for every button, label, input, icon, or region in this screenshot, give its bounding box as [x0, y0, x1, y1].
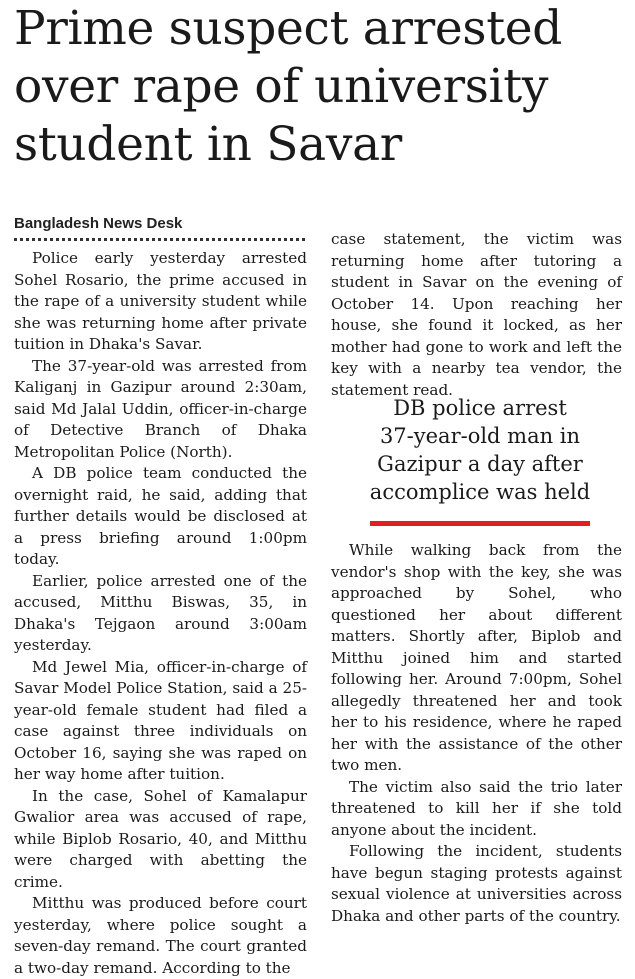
- body-paragraph: While walking back from the vendor's shop with the key, she was approached by Sohel, who questioned her about different matters. Shortly after, Biplob and Mitthu joined him and started following her. Around 7:00pm, Sohel allegedly threatened her and took her to his residence, where he raped her with the assistance of the other two men.: [331, 541, 622, 774]
- pull-quote-line: accomplice was held: [369, 480, 591, 504]
- body-paragraph: case statement, the victim was returning home after tutoring a student in Savar on the evening of October 14. Upon reaching her house, she found it locked, as her mother had gone to work and left the key with a nearby tea vendor, the statement read.: [331, 230, 622, 399]
- body-paragraph: The 37-year-old was arrested from Kaliganj in Gazipur around 2:30am, said Md Jalal Uddin, officer-in-charge of Detective Branch of Dhaka Metropolitan Police (North).: [14, 356, 307, 461]
- headline-line: over rape of university: [14, 59, 549, 114]
- pull-quote-line: DB police arrest: [393, 396, 567, 420]
- body-paragraph: A DB police team conducted the overnight raid, he said, adding that further details would be disclosed at a press briefing around 1:00pm today.: [14, 464, 307, 568]
- headline-line: Prime suspect arrested: [14, 1, 563, 56]
- body-paragraph: Md Jewel Mia, officer-in-charge of Savar Model Police Station, said a 25-year-old female student had filed a case against three individuals on October 16, saying she was raped on her way home after tuition.: [14, 657, 307, 783]
- headline: [14, 0, 629, 174]
- body-paragraph: Police early yesterday arrested Sohel Rosario, the prime accused in the rape of a university student while she was returning home after private tuition in Dhaka's Savar.: [14, 249, 307, 353]
- body-paragraph: Mitthu was produced before court yesterday, where police sought a seven-day remand. The court granted a two-day remand. According to the: [14, 894, 307, 977]
- body-paragraph: Earlier, police arrested one of the accused, Mitthu Biswas, 35, in Dhaka's Tejgaon around 3:00am yesterday.: [14, 571, 307, 654]
- pull-quote-line: Gazipur a day after: [377, 452, 583, 476]
- article-column-2-top: [331, 229, 622, 401]
- pull-quote-line: 37-year-old man in: [379, 424, 581, 448]
- byline: Bangladesh News Desk: [14, 215, 183, 232]
- pull-quote-red-rule: [370, 521, 590, 526]
- body-paragraph: In the case, Sohel of Kamalapur Gwalior area was accused of rape, while Biplob Rosario, 40, and Mitthu were charged with abetting the crime.: [14, 786, 307, 891]
- article-column-2-bottom: [331, 540, 622, 927]
- byline-dotted-rule: [14, 238, 305, 241]
- body-paragraph: Following the incident, students have begun staging protests against sexual violence at universities across Dhaka and other parts of the country.: [331, 842, 622, 925]
- pull-quote: [346, 394, 614, 506]
- body-paragraph: The victim also said the trio later threatened to kill her if she told anyone about the incident.: [331, 777, 622, 839]
- article-column-1: [14, 248, 307, 979]
- headline-line: student in Savar: [14, 117, 402, 172]
